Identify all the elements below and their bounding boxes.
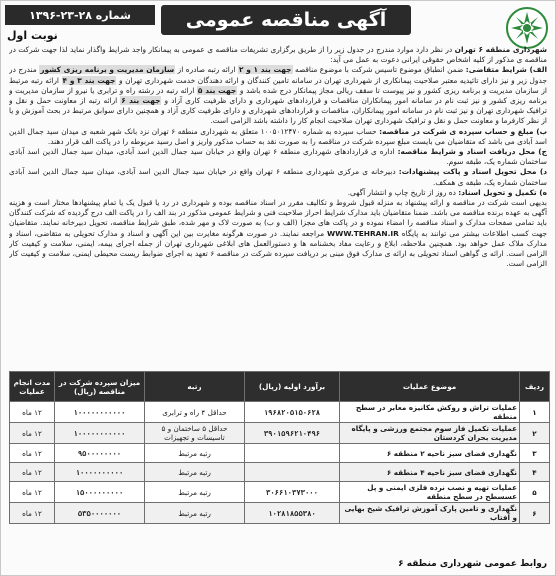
footer-label: روابط عمومی شهرداری منطقه ۶ — [398, 559, 547, 569]
cell-subject: عملیات تکمیل فاز سوم مجتمع ورزشی و پایگاه مدیریت بحران کردستان — [340, 423, 520, 444]
tender-table — [9, 371, 550, 524]
cell-deposit: ۱۰۰۰۰۰۰۰۰۰۰۰ — [55, 402, 145, 423]
cell-deposit: ۱۵۰۰۰۰۰۰۰۰۰ — [55, 482, 145, 503]
cell-subject: نگهداری فضای سبز ناحیه ۴ منطقه ۶ — [340, 463, 520, 482]
cell-deposit: ۱۰۰۰۰۰۰۰۰۰۰ — [55, 463, 145, 482]
cell-rank: رتبه مرتبط — [145, 444, 245, 463]
col-row: ردیف — [520, 372, 550, 402]
cell-deposit: ۵۳۵۰۰۰۰۰۰۰ — [55, 503, 145, 524]
section-a-text-4: ارائه رتبه مرتبط از سازمان مدیریت و برنامه ریزی کشور و نیز پیوست تا سقف ریالی مجاز پیمانکار درج شده باشد و — [9, 75, 547, 95]
cell-estimate: ۳۹۰۱۵۹۶۲۱۰۴۹۶ — [245, 423, 340, 444]
cell-subject: نگهداری و تامین پارک آموزش ترافیک شیخ بهایی و آفتاب — [340, 503, 520, 524]
cell-row: ۶ — [520, 503, 550, 524]
section-a-text-6: ارائه رتبه از معاونت حمل و نقل و ترافیک شهرداری تهران و نیز ثبت نام در سامانه امور پیمانکاران، مناقصات و قراردادهای شهرداری و دارای ظرفیت کاری آزاد و همچنین دارای سوابق مرتبط در بحث آموزش و یا از نظر کارفرما و معاونت حمل و نقل و ترافیک شهرداری تهران صلاحیت انجام کار را داشته باشد الزامی است. — [9, 96, 547, 126]
section-b-text: حساب سپرده به شماره ۱۰۰۵۰۱۲۴۷۰ متعلق به شهرداری منطقه ۶ تهران نزد بانک شهر شعبه ی میدان سید جمال الدین اسد آبادی می باشد که متقاضیان می بایست مبلغ سپرده شرکت در مناقصه را به صورت نقد به حساب مذکور واریز و اصل رسید مربوطه را در پاکت الف قرار دهند. — [9, 126, 547, 146]
cell-row: ۱ — [520, 402, 550, 423]
cell-rank: رتبه مرتبط — [145, 482, 245, 503]
col-estimate: برآورد اولیه (ریال) — [245, 372, 340, 402]
section-a-text-5: ارائه رتبه در رشته راه و ترابری یا نیرو از سازمان مدیریت و برنامه ریزی کشور و نیز ثبت نام در سامانه امور پیمانکاران مناقصات و قراردادهای شهرداری و دارای ظرفیت کاری آزاد و — [9, 85, 547, 106]
section-a-text-3: مندرج در جدول زیر و نیز دارای تائیدیه معتبر صلاحیت پیمانکاری از شهرداری تهران در سامانه تامین کنندگان و ارائه دهندگان خدمت شهرداری تهران و — [9, 65, 547, 85]
section-a-highlight-5: جهت بند ۶ — [121, 96, 161, 106]
cell-estimate: ۳۰۶۶۱۰۳۷۳۰۰۰ — [245, 482, 340, 503]
cell-deposit: ۹۵۰۰۰۰۰۰۰۰ — [55, 444, 145, 463]
table-row — [10, 423, 550, 444]
website-link[interactable]: WWW.TEHRAN.IR — [327, 228, 399, 238]
table-row — [10, 402, 550, 423]
section-c — [9, 147, 547, 167]
col-duration: مدت انجام عملیات — [10, 372, 55, 402]
section-c-text: اداره ی قراردادهای شهرداری منطقه ۶ تهران واقع در خیابان سید جمال الدین اسد آبادی، میدان سید جمال الدین اسد آبادی ساختمان شماره یک، طبقه سوم. — [9, 147, 547, 167]
closing-text-2: مراجعه نمایند. در صورت هرگونه مغایرت بین این آگهی و اسناد و مدارک تحویلی به متقاضی، اسناد و مدارک ملاک عمل خواهد بود. همچنین ملاحظه، ابلاغ و رعایت مفاد بخشنامه ها و دستورالعمل های ابلاغی شهرداری تهران از جمله اجرای بیمه، ایمنی، سلامت و کیفیت کار الزامی است. ارائه ی گواهی اسناد تحویلی به ارائه ی مدارک فوق مبنی بر دریافت سپرده شرکت در مناقصه ۶ تعهد به اجرای ضوابط ریست محیطی ایمنی، سلامت و کیفیت کار الزامی است. — [9, 228, 547, 269]
cell-row: ۳ — [520, 444, 550, 463]
cell-estimate — [245, 444, 340, 463]
cell-deposit: ۱۰۰۰۰۰۰۰۰۰۰۰ — [55, 423, 145, 444]
section-a-highlight-2: سازمان مدیریت و برنامه ریزی کشور — [40, 65, 175, 75]
cell-duration: ۱۲ ماه — [10, 402, 55, 423]
cell-duration: ۱۲ ماه — [10, 444, 55, 463]
section-e-head: ه) تکمیل و تحویل اسناد: — [458, 187, 547, 197]
cell-duration: ۱۲ ماه — [10, 463, 55, 482]
section-a-highlight-4: جهت بند ۵ — [197, 85, 237, 95]
table-row — [10, 444, 550, 463]
col-subject: موضوع عملیات — [340, 372, 520, 402]
cell-estimate: ۱۰۲۸۱۸۵۵۳۸۰ — [245, 503, 340, 524]
cell-duration: ۱۲ ماه — [10, 423, 55, 444]
cell-subject: عملیات تهیه و نصب نرده فلزی ایمنی و پل عسسطح در سطح منطقه — [340, 482, 520, 503]
cell-duration: ۱۲ ماه — [10, 503, 55, 524]
table-header-row — [10, 372, 550, 402]
page-title: آگهی مناقصه عمومی — [161, 5, 411, 35]
ad-number: شماره ۲۸-۲۳-۱۳۹۶ — [5, 5, 155, 25]
cell-duration: ۱۲ ماه — [10, 482, 55, 503]
intro-paragraph — [9, 45, 547, 65]
section-a — [9, 65, 547, 126]
section-a-head: الف) شرایط متقاضی: — [465, 65, 547, 75]
cell-subject: نگهداری فضای سبز ناحیه ۲ منطقه ۶ — [340, 444, 520, 463]
ad-body — [9, 45, 547, 371]
intro-text: در نظر دارد موارد مندرج در جدول زیر را از طریق برگزاری تشریفات مناقصه ی عمومی به پیمانکار واجد شرایط واگذار نماید لذا جهت شرکت در مناقصه ی مذکور از کلیه اشخاص حقوقی ایرانی دعوت به عمل می آید: — [9, 45, 547, 65]
cell-rank: حداقل ۵ ساختمان و ۵ تاسیسات و تجهیزات — [145, 423, 245, 444]
intro-lead: شهرداری منطقه ۶ تهران — [454, 45, 547, 54]
section-a-text-1: ضمن انطباق موضوع تاسیس شرکت با موضوع مناقصه — [294, 65, 464, 75]
table-row — [10, 463, 550, 482]
cell-row: ۴ — [520, 463, 550, 482]
section-b — [9, 127, 547, 147]
cell-rank: رتبه مرتبط — [145, 463, 245, 482]
closing-text: بدیهی است شرکت در مناقصه و ارائه پیشنهاد به منزله قبول شروط و تکالیف مقرر در اسناد مناقصه بوده و شهرداری در رد یا قبول یک یا تمام پیشنهادها مختار است و هزینه آگهی به عهده برنده مناقصه می باشد. ضمنا متقاضیان باید مدارک شرایط احراز صلاحیت فنی و شرایط عمومی مذکور در بند الف را در پاکت الف درج گردیده که شرکت کنندگان باید تمامی صفحات مدارک و اسناد مناقصه را امضاء نموده و در پاکت های مجزا (الف و ب) به صورت لاک و مهر شده، طبق شرایط مناقصه، تحویل دبیرخانه نمایند. متقاضیان جهت کسب اطلاعات بیشتر می توانند به پایگاه — [9, 198, 547, 238]
section-d-text: دبیرخانه ی مرکزی شهرداری منطقه ۶ تهران واقع در خیابان سید جمال الدین اسد آبادی، میدان سید جمال الدین اسد آبادی ساختمان شماره یک، طبقه ی همکف. — [9, 167, 547, 187]
cell-row: ۲ — [520, 423, 550, 444]
table-row — [10, 482, 550, 503]
section-c-head: ج) محل دریافت اسناد و شرایط مناقصه: — [397, 147, 547, 157]
cell-rank: رتبه مرتبط — [145, 503, 245, 524]
cell-rank: حداقل ۴ راه و ترابری — [145, 402, 245, 423]
section-a-highlight-3: جهت بند ۳ و ۴ — [62, 75, 116, 85]
col-deposit: میزان سپرده شرکت در مناقصه (ریال) — [55, 372, 145, 402]
col-rank: رتبه — [145, 372, 245, 402]
closing-paragraph — [9, 198, 547, 269]
tehran-municipality-logo-icon — [505, 6, 549, 50]
section-a-text-2: ارائه رتبه صادره از — [177, 65, 236, 75]
table-row — [10, 503, 550, 524]
cell-row: ۵ — [520, 482, 550, 503]
section-b-head: ب) مبلغ و حساب سپرده ی شرکت در مناقصه: — [379, 126, 547, 136]
section-d-head: د) محل تحویل اسناد و پاکت پیشنهادات: — [398, 167, 547, 177]
round-tag: نوبت اول — [7, 29, 58, 42]
section-a-highlight-1: جهت بند ۱ و ۲ — [238, 65, 292, 75]
cell-estimate — [245, 463, 340, 482]
cell-subject: عملیات تراش و روکش مکانیزه معابر در سطح منطقه — [340, 402, 520, 423]
cell-estimate: ۱۹۶۸۲۰۵۱۵۰۶۲۸ — [245, 402, 340, 423]
section-e-text: ده روز از تاریخ چاپ و انتشار آگهی. — [347, 187, 456, 197]
section-e — [9, 188, 547, 198]
header — [1, 1, 556, 45]
footer — [9, 557, 547, 571]
section-d — [9, 167, 547, 187]
